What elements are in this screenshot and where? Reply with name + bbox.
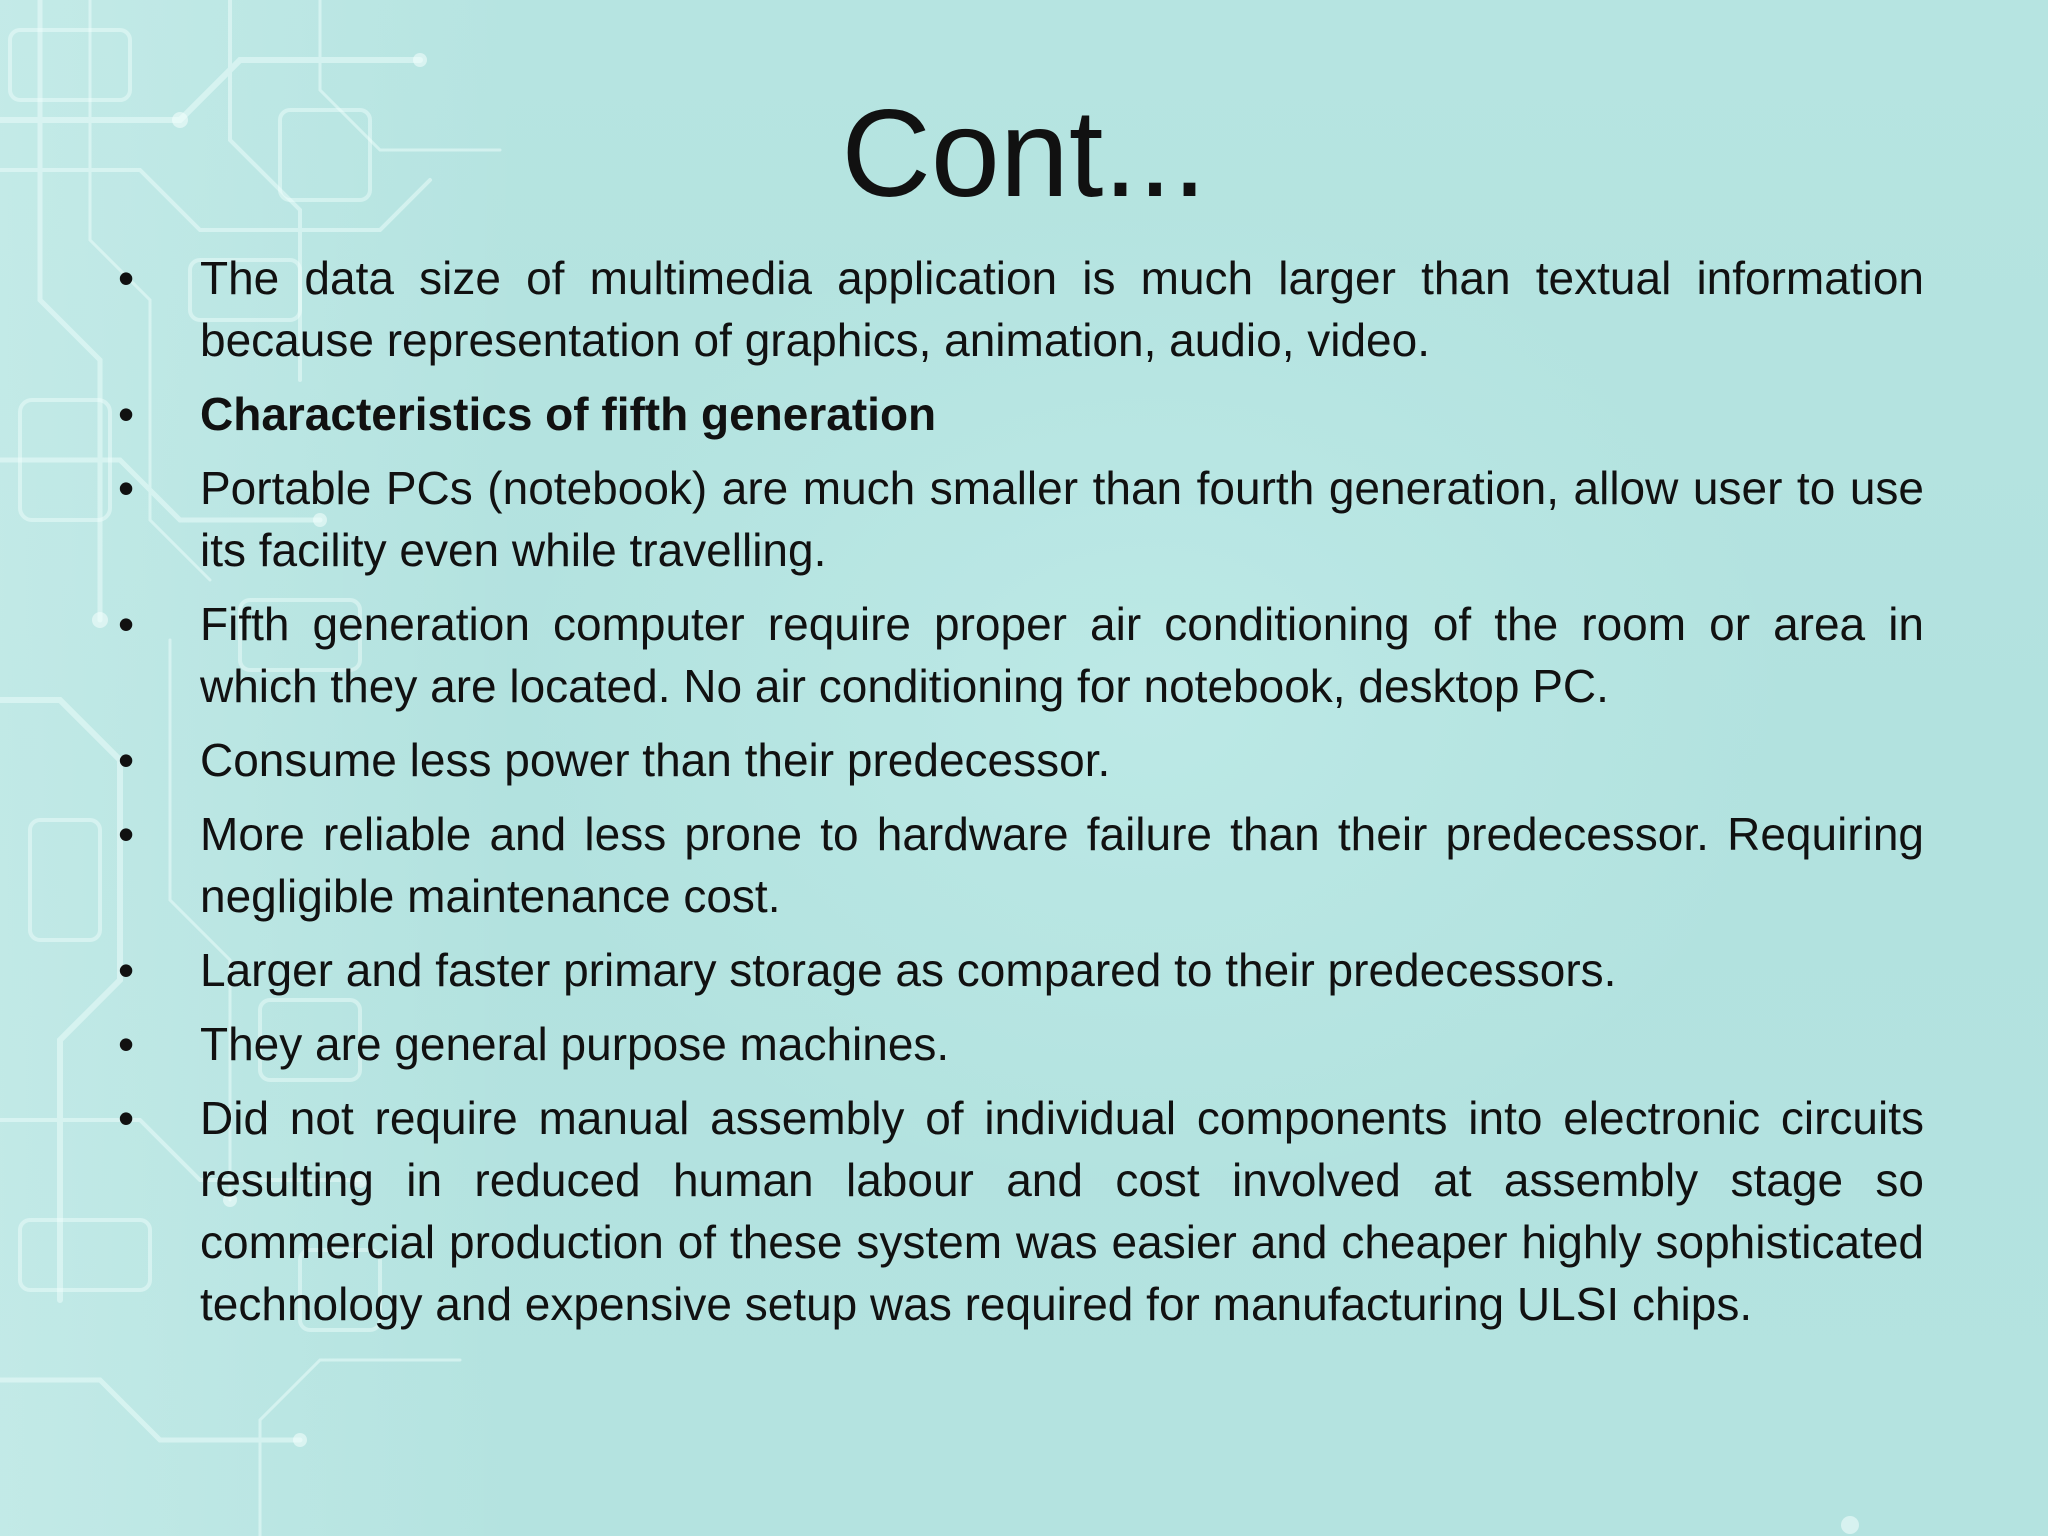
bullet-list [118, 247, 1924, 1347]
bullet-item [118, 1087, 1924, 1335]
bullet-item [118, 729, 1924, 791]
bullet-marker: • [118, 462, 135, 514]
bullet-text: Did not require manual assembly of individual components into electronic circuits resulting in reduced human labour and cost involved at assembly stage so commercial production of these system was easier and cheaper highly sophisticated technology and expensive setup was required for manufacturing ULSI chips. [200, 1092, 1924, 1330]
bullet-text: Consume less power than their predecessor. [200, 734, 1111, 786]
bullet-item [118, 803, 1924, 927]
bullet-marker: • [118, 944, 135, 996]
bullet-text: The data size of multimedia application is much larger than textual information because representation of graphics, animation, audio, video. [200, 252, 1924, 366]
bullet-marker: • [118, 388, 135, 440]
bullet-marker: • [118, 1018, 135, 1070]
bullet-item [118, 1013, 1924, 1075]
bullet-item [118, 247, 1924, 371]
bullet-marker: • [118, 1092, 135, 1144]
bullet-item [118, 457, 1924, 581]
bullet-item [118, 593, 1924, 717]
bullet-text: More reliable and less prone to hardware failure than their predecessor. Requiring negligible maintenance cost. [200, 808, 1924, 922]
bullet-text: They are general purpose machines. [200, 1018, 950, 1070]
bullet-heading-text: Characteristics of fifth generation [200, 388, 937, 440]
bullet-text: Portable PCs (notebook) are much smaller than fourth generation, allow user to use its facility even while travelling. [200, 462, 1924, 576]
bullet-marker: • [118, 734, 135, 786]
bullet-marker: • [118, 808, 135, 860]
bullet-item [118, 383, 1924, 445]
bullet-item [118, 939, 1924, 1001]
bullet-text: Fifth generation computer require proper air conditioning of the room or area in which they are located. No air conditioning for notebook, desktop PC. [200, 598, 1924, 712]
bullet-text: Larger and faster primary storage as compared to their predecessors. [200, 944, 1617, 996]
bullet-marker: • [118, 252, 135, 304]
bullet-marker: • [118, 598, 135, 650]
slide-title: Cont... [841, 85, 1207, 223]
